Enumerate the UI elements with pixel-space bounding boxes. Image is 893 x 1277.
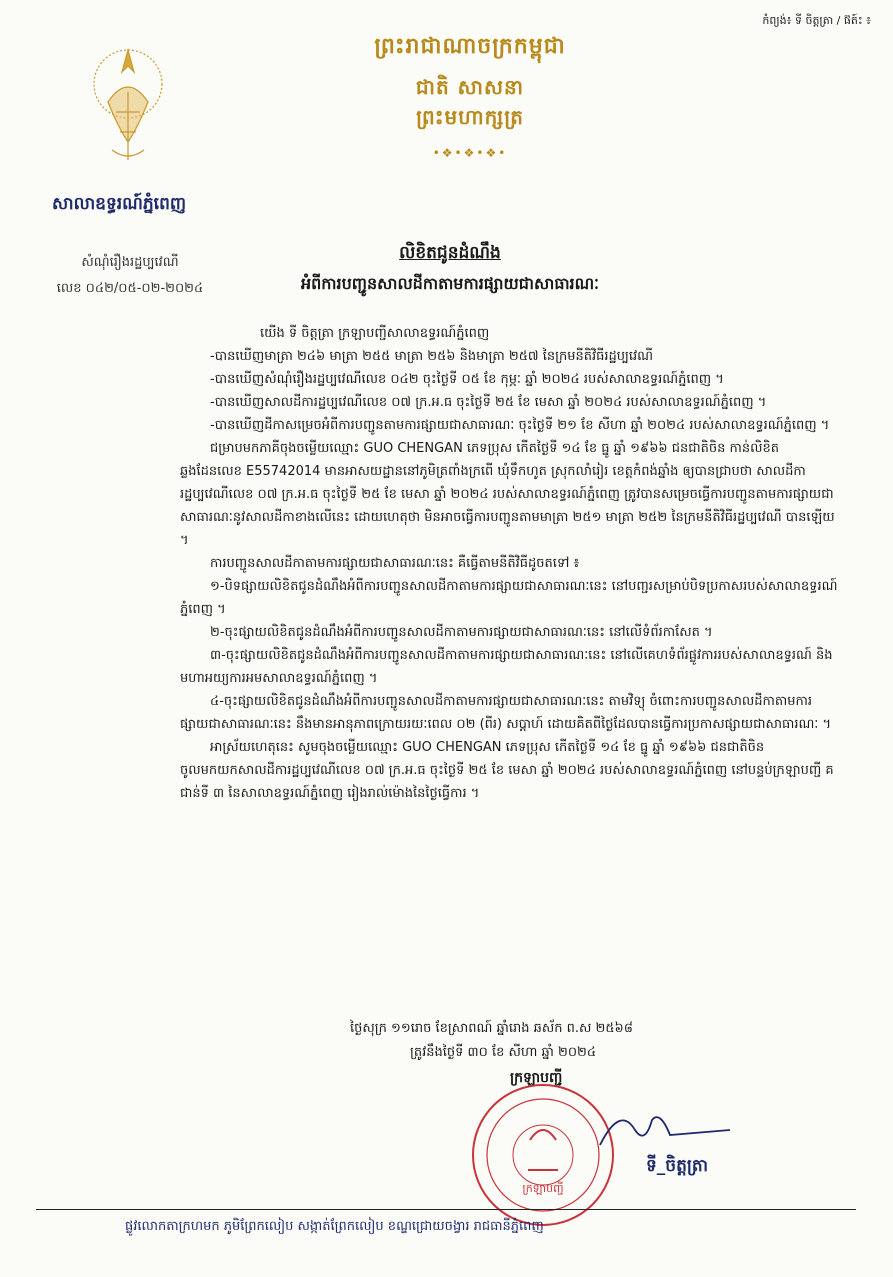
body-paragraph: ជម្រាបមកភាគីចុងចម្លើយឈ្មោះ GUO CHENGAN ភេទប្រុស កើតថ្ងៃទី ១៤ ខែ ធ្នូ ឆ្នាំ ១៩៦៦ ជនជាតិចិន កាន់លិខិតឆ្លងដែនលេខ E55742014 មានអាសយដ្ឋាននៅភូមិត្រពាំងក្រពើ ឃុំទឹកហូត ស្រុកលាំរៀរ ខេត្តកំពង់ឆ្នាំង ឲ្យបានជ្រាបថា សាលដីការដ្ឋប្បវេណីលេខ ០៧ ក្រ.អ.ធ ចុះថ្ងៃទី ២៥ ខែ មេសា ឆ្នាំ ២០២៤ របស់សាលាឧទ្ធរណ៍ភ្នំពេញ ត្រូវបានសម្រេចធ្វើការបញ្ជូនតាមការផ្សាយជាសាធារណៈនូវសាលដីកាខាងលើនេះ ដោយហេតុថា មិនអាចធ្វើការបញ្ជូនតាមមាត្រា ២៥១ មាត្រា ២៥២ នៃក្រមនីតិវិធីរដ្ឋប្បវេណី បានឡើយ ។ (180, 441, 835, 548)
body-paragraph: ៤-ចុះផ្សាយលិខិតជូនដំណឹងអំពីការបញ្ជូនសាលដីកាតាមការផ្សាយជាសាធារណៈនេះ តាមវិទ្យុ ចំពោះការបញ្ជូនសាលដីកាតាមការផ្សាយជាសាធារណៈនេះ នឹងមានអានុភាពក្រោយរយៈពេល ០២ (ពីរ) សប្តាហ៍ ដោយគិតពីថ្ងៃដែលបានធ្វើការប្រកាសផ្សាយជាសាធារណៈ ។ (180, 694, 832, 732)
footer-divider (36, 1209, 856, 1210)
signer-name: ទី_ចិត្តត្រា (646, 1156, 709, 1176)
body-paragraph: អាស្រ័យហេតុនេះ សូមចុងចម្លើយឈ្មោះ GUO CHENGAN ភេទប្រុស កើតថ្ងៃទី ១៤ ខែ ធ្នូ ឆ្នាំ ១៩៦៦ ជនជាតិចិន ចូលមកយកសាលដីការដ្ឋប្បវេណីលេខ ០៧ ក្រ.អ.ធ ចុះថ្ងៃទី ២៥ ខែ មេសា ឆ្នាំ ២០២៤ របស់សាលាឧទ្ធរណ៍ភ្នំពេញ នៅបន្ទប់ក្រឡាបញ្ជី គ ជាន់ទី ៣ នៃសាលាឧទ្ធរណ៍ភ្នំពេញ រៀងរាល់ម៉ោងនៃថ្ងៃធ្វើការ ។ (180, 740, 834, 801)
body-paragraph: ២-ចុះផ្សាយលិខិតជូនដំណឹងអំពីការបញ្ជូនសាលដីកាតាមការផ្សាយជាសាធារណៈនេះ នៅលើទំព័រកាសែត ។ (210, 625, 713, 640)
body-paragraph: យើង ទី ចិត្តត្រា ក្រឡាបញ្ជីសាលាឧទ្ធរណ៍ភ្នំពេញ (260, 326, 490, 341)
case-ref-line1: សំណុំរឿងរដ្ឋប្បវេណី (81, 255, 179, 270)
date-block (350, 1017, 633, 1065)
signatory-title: ក្រឡាបញ្ជី (510, 1070, 563, 1086)
ornament: •❖•❖•❖• (432, 146, 508, 160)
body-paragraph: -បានឃើញដីកាសម្រេចអំពីការបញ្ជូនតាមការផ្សាយជាសាធារណៈ ចុះថ្ងៃទី ២១ ខែ សីហា ឆ្នាំ ២០២៤ របស់សាលាឧទ្ធរណ៍ភ្នំពេញ ។ (210, 418, 830, 433)
body-paragraph: -បានឃើញមាត្រា ២៤៦ មាត្រា ២៥៥ មាត្រា ២៥៦ និងមាត្រា ២៥៧ នៃក្រមនីតិវិធីរដ្ឋប្បវេណី (210, 349, 653, 364)
body-paragraph: -បានឃើញសាលដីការដ្ឋប្បវេណីលេខ ០៧ ក្រ.អ.ធ ចុះថ្ងៃទី ២៥ ខែ មេសា ឆ្នាំ ២០២៤ របស់សាលាឧទ្ធរណ៍ភ្នំពេញ ។ (210, 395, 767, 410)
kingdom-header (370, 32, 570, 160)
handwritten-signature-icon (590, 1100, 740, 1160)
body-paragraph: ៣-ចុះផ្សាយលិខិតជូនដំណឹងអំពីការបញ្ជូនសាលដីកាតាមការផ្សាយជាសាធារណៈនេះ នៅលើគេហទំព័រផ្លូវការរបស់សាលាឧទ្ធរណ៍ និងមហាអយ្យការអមសាលាឧទ្ធរណ៍ភ្នំពេញ ។ (180, 648, 833, 686)
title-line2: អំពីការបញ្ជូនសាលដីកាតាមការផ្សាយជាសាធារណៈ (300, 274, 600, 293)
document-title (250, 242, 650, 297)
letter-body (180, 322, 840, 805)
title-line1: លិខិតជូនដំណឹង (399, 243, 501, 263)
stamp-label: ក្រឡាបញ្ជី (522, 1182, 564, 1195)
court-emblem-icon (88, 32, 168, 172)
body-paragraph: -បានឃើញសំណុំរឿងរដ្ឋប្បវេណីលេខ ០៤២ ចុះថ្ងៃទី ០៥ ខែ កុម្ភៈ ឆ្នាំ ២០២៤ របស់សាលាឧទ្ធរណ៍ភ្នំពេញ ។ (210, 372, 724, 387)
case-reference (25, 250, 235, 302)
body-paragraph: ការបញ្ជូនសាលដីកាតាមការផ្សាយជាសាធារណៈនេះ គឺធ្វើតាមនីតិវិធីដូចតទៅ ៖ (210, 556, 580, 571)
kingdom-line1: ព្រះរាជាណាចក្រកម្ពុជា (374, 34, 566, 59)
institution-name: សាលាឧទ្ធរណ៍ភ្នំពេញ (52, 194, 187, 214)
solar-date: ត្រូវនឹងថ្ងៃទី ៣០ ខែ សីហា ឆ្នាំ ២០២៤ (410, 1045, 597, 1060)
kingdom-line2: ជាតិ សាសនា ព្រះមហាក្សត្រ (415, 75, 525, 129)
footer-address: ផ្លូវលោកតាក្រហមក ភូមិព្រែកលៀប សង្កាត់ព្រែកលៀប ខណ្ឌជ្រោយចង្វារ រាជធានីភ្នំពេញ (125, 1219, 544, 1234)
lunar-date: ថ្ងៃសុក្រ ១១រោច ខែស្រាពណ៍ ឆ្នាំរោង ឆស័ក ព.ស ២៥៦៨ (350, 1021, 633, 1036)
body-paragraph: ១-បិទផ្សាយលិខិតជូនដំណឹងអំពីការបញ្ជូនសាលដីកាតាមការផ្សាយជាសាធារណៈនេះ នៅបញ្ជរសម្រាប់បិទប្រកាសរបស់សាលាឧទ្ធរណ៍ភ្នំពេញ ។ (180, 579, 838, 617)
case-ref-line2: លេខ ០៤២/០៥-០២-២០២៤ (56, 281, 204, 296)
reference-mark: កំព្យង់៖ ទី ចិត្តត្រា / ផ៊ត៍ះ ៖ (762, 14, 871, 27)
